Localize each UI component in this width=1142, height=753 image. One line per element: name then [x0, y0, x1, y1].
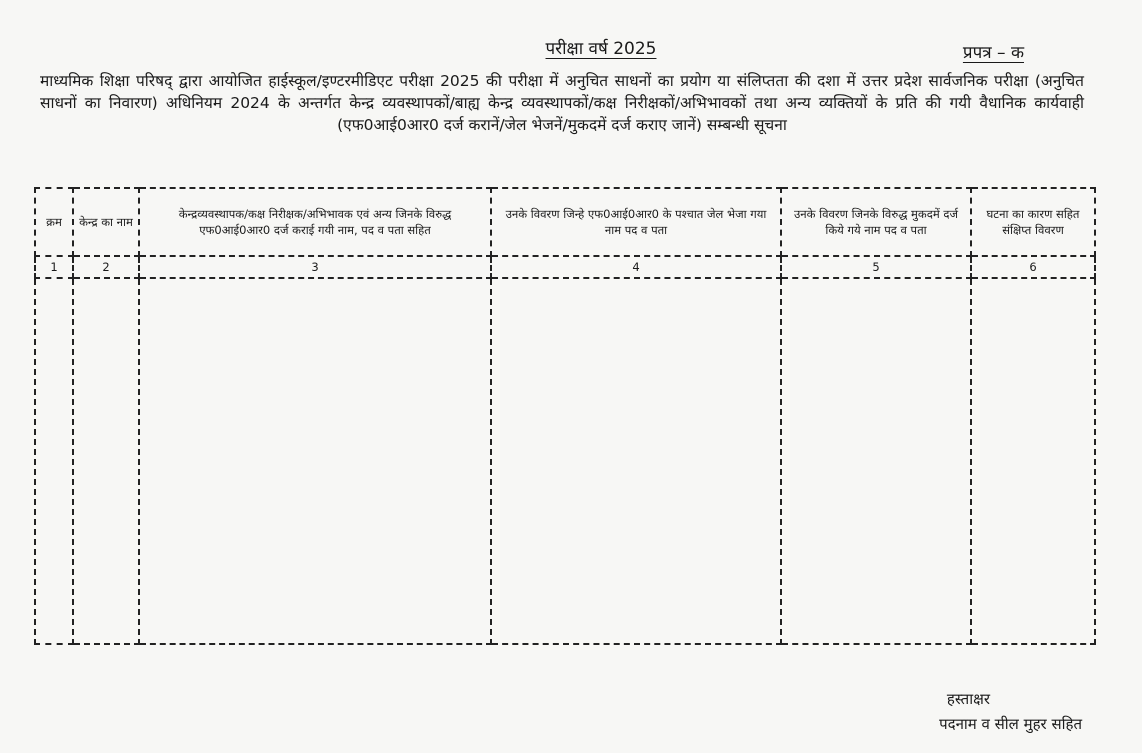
- blank-cell: [35, 278, 73, 644]
- table-blank-row: [35, 278, 1095, 644]
- table-header-row: [35, 188, 1095, 256]
- blank-cell: [781, 278, 971, 644]
- blank-cell: [139, 278, 491, 644]
- col-number: 4: [491, 256, 781, 278]
- col-header-incident-reason: घटना का कारण सहित संक्षिप्त विवरण: [971, 188, 1095, 256]
- blank-cell: [971, 278, 1095, 644]
- blank-cell: [73, 278, 139, 644]
- col-number: 2: [73, 256, 139, 278]
- info-table: [34, 187, 1096, 645]
- table-number-row: [35, 256, 1095, 278]
- col-header-jail-details: उनके विवरण जिन्हे एफ0आई0आर0 के पश्चात जेल भेजा गया नाम पद व पता: [491, 188, 781, 256]
- form-id: प्रपत्र – क: [962, 43, 1024, 63]
- designation-seal-label: पदनाम व सील मुहर सहित: [939, 715, 1082, 733]
- col-number: 5: [781, 256, 971, 278]
- page-title: परीक्षा वर्ष 2025: [545, 39, 657, 59]
- col-number: 1: [35, 256, 73, 278]
- col-number: 3: [139, 256, 491, 278]
- col-header-case-details: उनके विवरण जिनके विरुद्ध मुकदमें दर्ज किये गये नाम पद व पता: [781, 188, 971, 256]
- intro-paragraph: माध्यमिक शिक्षा परिषद् द्वारा आयोजित हाईस्कूल/इण्टरमीडिएट परीक्षा 2025 की परीक्षा में अनुचित साधनों का प्रयोग या संलिप्तता की दशा में उत्तर प्रदेश सार्वजनिक परीक्षा (अनुचित साधनों का निवारण) अधिनियम 2024 के अन्तर्गत केन्द्र व्यवस्थापकों/बाह्य केन्द्र व्यवस्थापकों/कक्ष निरीक्षकों/अभिभावकों तथा अन्य व्यक्तियों के प्रति की गयी वैधानिक कार्यवाही (एफ0आई0आर0 दर्ज करानें/जेल भेजनें/मुकदमें दर्ज कराए जानें) सम्बन्धी सूचना: [40, 72, 1084, 134]
- col-header-fir-details: केन्द्रव्यवस्थापक/कक्ष निरीक्षक/अभिभावक एवं अन्य जिनके विरुद्ध एफ0आई0आर0 दर्ज कराई गयी नाम, पद व पता सहित: [139, 188, 491, 256]
- blank-cell: [491, 278, 781, 644]
- signature-label: हस्ताक्षर: [946, 690, 990, 708]
- col-number: 6: [971, 256, 1095, 278]
- col-header-centre-name: केन्द्र का नाम: [73, 188, 139, 256]
- col-header-serial: क्रम: [35, 188, 73, 256]
